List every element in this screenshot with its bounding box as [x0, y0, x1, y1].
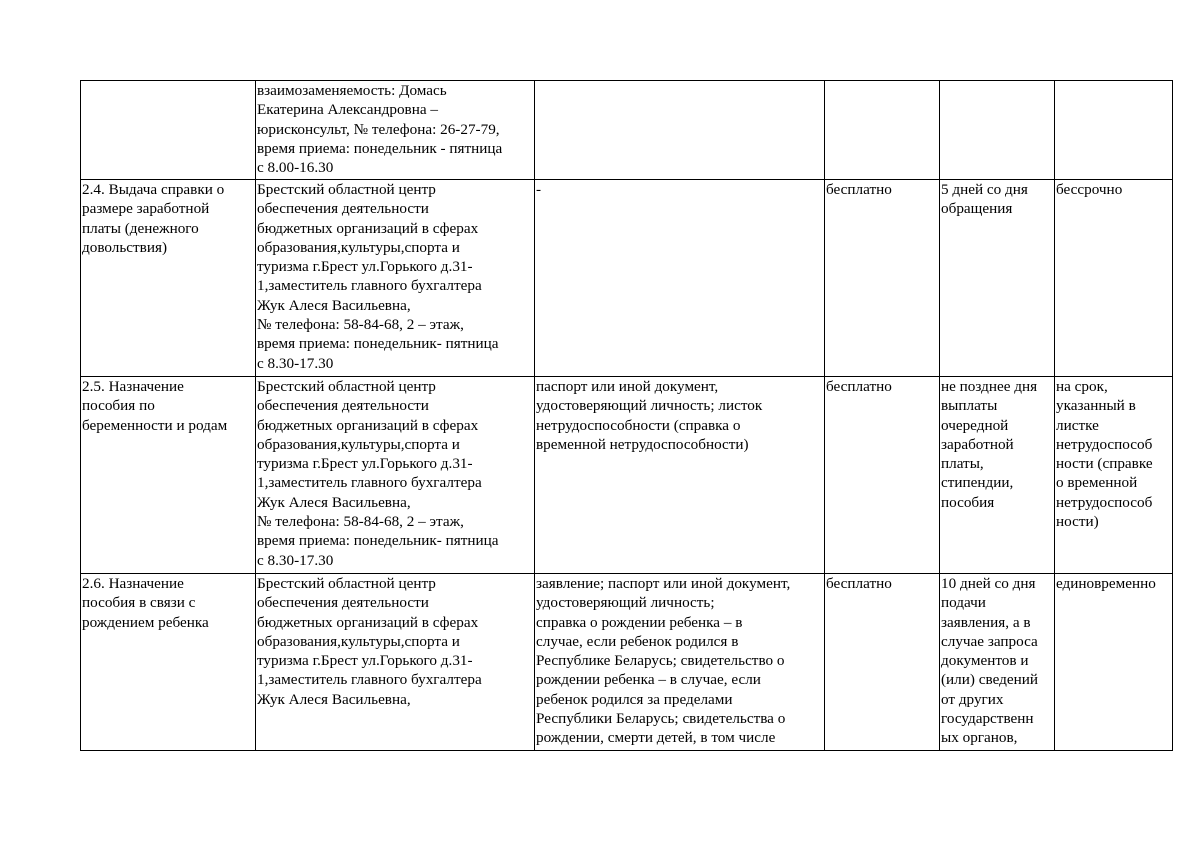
- validity-cell: [1055, 81, 1173, 180]
- fee-cell: [825, 81, 940, 180]
- procedure-cell: 2.6. Назначение пособия в связи с рождением ребенка: [81, 574, 256, 751]
- term-cell: [940, 81, 1055, 180]
- procedure-cell: [81, 81, 256, 180]
- fee-cell: бесплатно: [825, 377, 940, 574]
- term-cell: не позднее дня выплаты очередной заработной платы, стипендии, пособия: [940, 377, 1055, 574]
- term-cell: 5 дней со дня обращения: [940, 180, 1055, 377]
- documents-cell: -: [535, 180, 825, 377]
- procedure-cell: 2.4. Выдача справки о размере заработной платы (денежного довольствия): [81, 180, 256, 377]
- documents-cell: заявление; паспорт или иной документ, удостоверяющий личность; справка о рождении ребенка – в случае, если ребенок родился в Республике Беларусь; свидетельство о рождении ребенка – в случае, если ребенок родился за пределами Республики Беларусь; свидетельства о рождении, смерти детей, в том числе: [535, 574, 825, 751]
- contact-cell: Брестский областной центр обеспечения деятельности бюджетных организаций в сферах образования,культуры,спорта и туризма г.Брест ул.Горького д.31- 1,заместитель главного бухгалтера Жук Алеся Васильевна, № телефона: 58-84-68, 2 – этаж, время приема: понедельник- пятница с 8.30-17.30: [256, 377, 535, 574]
- fee-cell: бесплатно: [825, 574, 940, 751]
- contact-cell: взаимозаменяемость: Домась Екатерина Александровна – юрисконсульт, № телефона: 26-27-79, время приема: понедельник - пятница с 8.00-16.30: [256, 81, 535, 180]
- validity-cell: бессрочно: [1055, 180, 1173, 377]
- contact-cell: Брестский областной центр обеспечения деятельности бюджетных организаций в сферах образования,культуры,спорта и туризма г.Брест ул.Горького д.31- 1,заместитель главного бухгалтера Жук Алеся Васильевна, № телефона: 58-84-68, 2 – этаж, время приема: понедельник- пятница с 8.30-17.30: [256, 180, 535, 377]
- term-cell: 10 дней со дня подачи заявления, а в случае запроса документов и (или) сведений от других государственн ых органов,: [940, 574, 1055, 751]
- table-row: [81, 180, 1173, 377]
- procedures-table: [80, 80, 1173, 751]
- table-row: [81, 574, 1173, 751]
- documents-cell: [535, 81, 825, 180]
- documents-cell: паспорт или иной документ, удостоверяющий личность; листок нетрудоспособности (справка о временной нетрудоспособности): [535, 377, 825, 574]
- procedure-cell: 2.5. Назначение пособия по беременности и родам: [81, 377, 256, 574]
- table-row: [81, 377, 1173, 574]
- validity-cell: на срок, указанный в листке нетрудоспособ ности (справке о временной нетрудоспособ ности): [1055, 377, 1173, 574]
- validity-cell: единовременно: [1055, 574, 1173, 751]
- table-row: [81, 81, 1173, 180]
- contact-cell: Брестский областной центр обеспечения деятельности бюджетных организаций в сферах образования,культуры,спорта и туризма г.Брест ул.Горького д.31- 1,заместитель главного бухгалтера Жук Алеся Васильевна,: [256, 574, 535, 751]
- fee-cell: бесплатно: [825, 180, 940, 377]
